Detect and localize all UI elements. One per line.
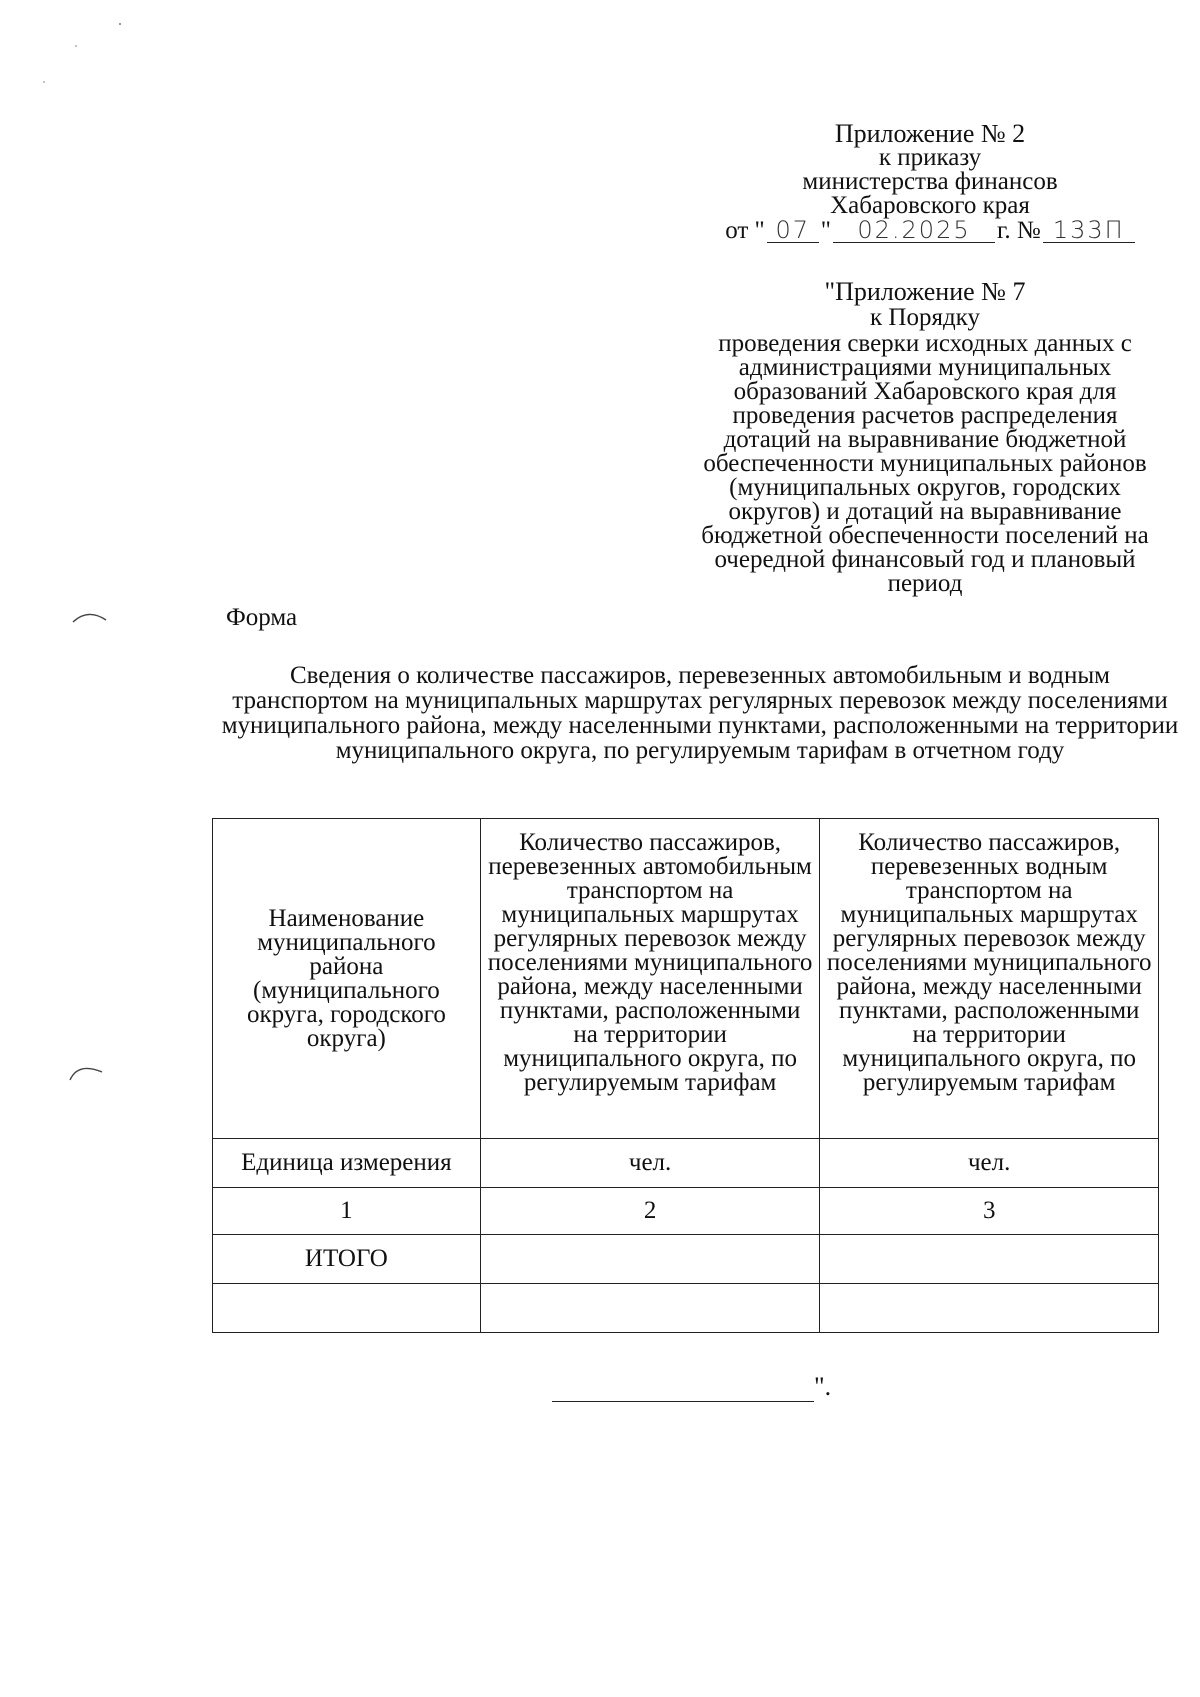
scan-speck-marks — [40, 20, 140, 100]
table-row — [213, 1284, 1159, 1333]
table-column-numbers-row — [213, 1188, 1159, 1235]
units-auto-cell: чел. — [480, 1139, 820, 1188]
punch-hole-arc-mark — [70, 606, 110, 626]
order-appendix-title: Приложение № 2 — [834, 119, 1026, 148]
order-appendix-line3: Хабаровского края — [830, 192, 1030, 219]
date-prefix: от " — [725, 217, 765, 244]
order-appendix-line1: к приказу — [878, 144, 982, 171]
passenger-data-table — [212, 818, 1159, 1333]
table-units-row — [213, 1139, 1159, 1188]
empty-cell — [480, 1284, 820, 1333]
table-total-row — [213, 1235, 1159, 1284]
empty-cell — [820, 1284, 1159, 1333]
column-number-1: 1 — [213, 1188, 481, 1235]
handwritten-day: 07 — [767, 218, 819, 243]
handwritten-order-number: 133П — [1043, 218, 1135, 243]
procedure-appendix-line1: к Порядку — [870, 304, 980, 331]
procedure-appendix-block — [690, 277, 1160, 597]
column-number-3: 3 — [820, 1188, 1159, 1235]
total-label-cell: ИТОГО — [213, 1235, 481, 1284]
closing-rule — [552, 1377, 814, 1402]
total-water-cell — [820, 1235, 1159, 1284]
punch-hole-arc-mark — [66, 1060, 106, 1084]
total-auto-cell — [480, 1235, 820, 1284]
number-label: г. № — [996, 217, 1041, 244]
date-mid: " — [820, 217, 831, 244]
form-heading: Сведения о количестве пассажиров, перевезенных автомобильным и водным транспортом на муниципальных маршрутах регулярных перевозок между поселениями муниципального района, между населенными пунктами, расположенными на территории муниципального округа, по регулируемым тарифам в отчетном году — [221, 662, 1179, 764]
handwritten-date: 02.2025 — [833, 218, 995, 243]
column-number-2: 2 — [480, 1188, 820, 1235]
procedure-appendix-title: "Приложение № 7 — [824, 277, 1026, 306]
order-date-line — [700, 218, 1160, 243]
units-label-cell: Единица измерения — [213, 1139, 481, 1188]
units-water-cell: чел. — [820, 1139, 1159, 1188]
header-municipality-name: Наименование муниципального района (муниципального округа, городского округа) — [213, 819, 481, 1139]
header-auto-transport: Количество пассажиров, перевезенных автомобильным транспортом на муниципальных маршрутах регулярных перевозок между поселениями муниципального района, между населенными пунктами, расположенными на территории муниципального округа, по регулируемым тарифам — [480, 819, 820, 1139]
order-appendix-block — [700, 119, 1160, 244]
closing-line — [552, 1372, 831, 1402]
header-water-transport: Количество пассажиров, перевезенных водным транспортом на муниципальных маршрутах регулярных перевозок между поселениями муниципального района, между населенными пунктами, расположенными на территории муниципального округа, по регулируемым тарифам — [820, 819, 1159, 1139]
form-label: Форма — [226, 604, 298, 631]
order-appendix-line2: министерства финансов — [802, 168, 1058, 195]
table-header-row — [213, 819, 1159, 1139]
procedure-appendix-body: проведения сверки исходных данных с администрациями муниципальных образований Хабаровского края для проведения расчетов распределения дотаций на выравнивание бюджетной обеспеченности муниципальных районов (муниципальных округов, городских округов) и дотаций на выравнивание бюджетной обеспеченности поселений на очередной финансовый год и плановый период — [701, 330, 1149, 597]
empty-cell — [213, 1284, 481, 1333]
closing-quote-mark: ". — [814, 1372, 832, 1401]
